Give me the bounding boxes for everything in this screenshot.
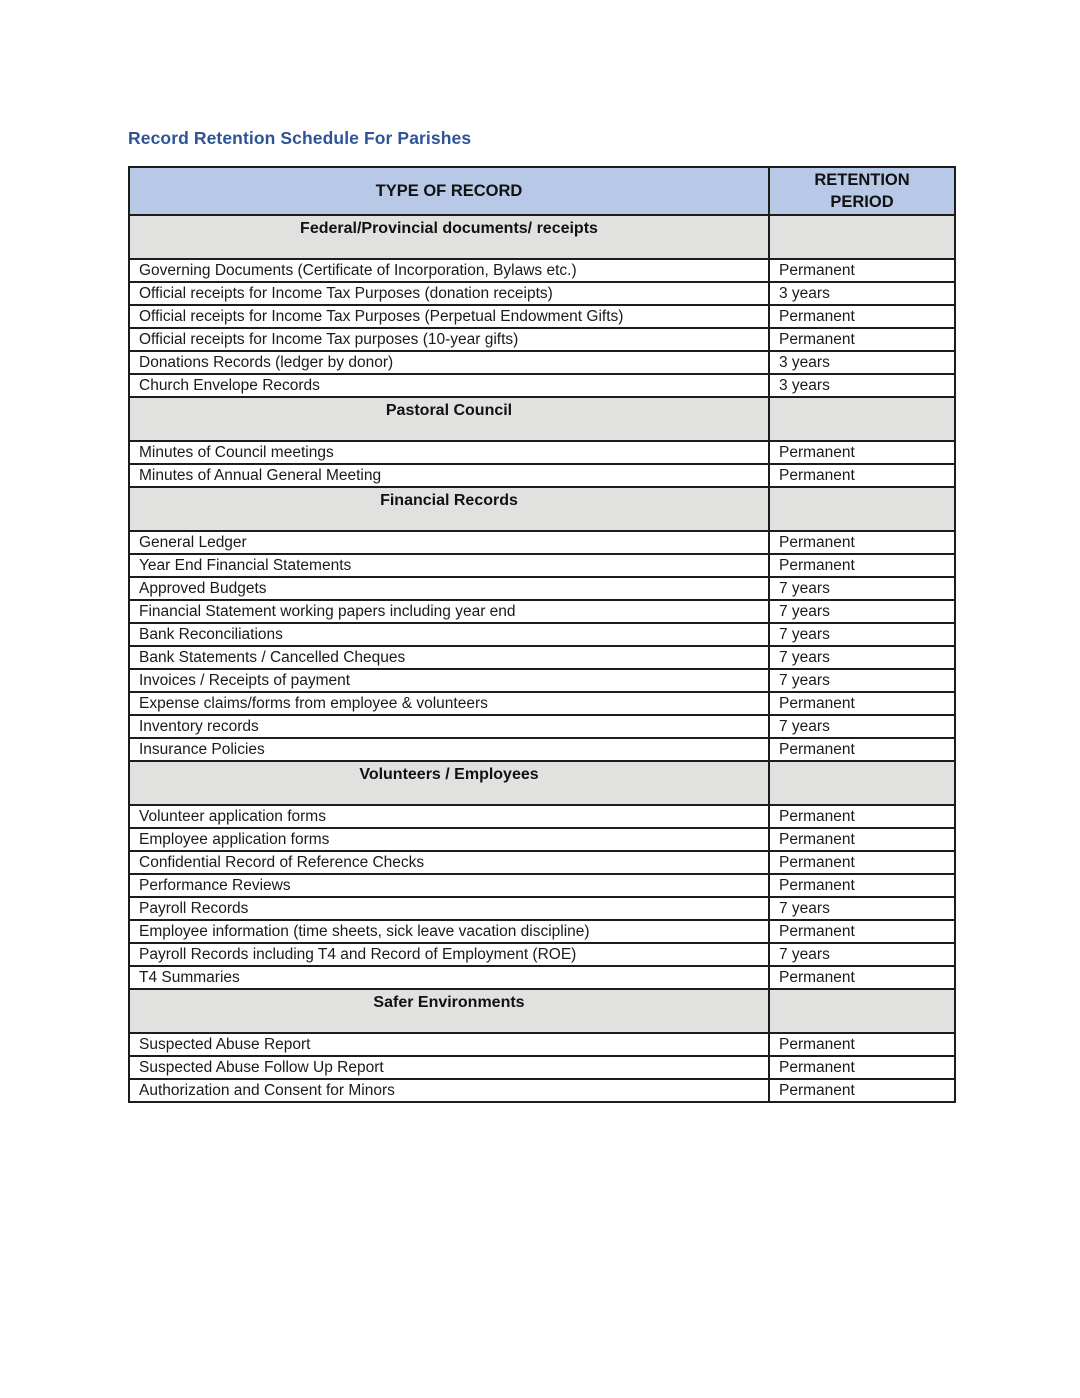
table-row [129,554,955,577]
record-type-cell: Official receipts for Income Tax purposes (10-year gifts) [129,328,769,351]
retention-period-cell: Permanent [769,1079,955,1102]
section-row [129,215,955,259]
retention-period-cell: 7 years [769,623,955,646]
record-type-cell: Payroll Records including T4 and Record of Employment (ROE) [129,943,769,966]
retention-period-cell: 7 years [769,577,955,600]
record-type-cell: Expense claims/forms from employee & volunteers [129,692,769,715]
retention-period-cell: 7 years [769,600,955,623]
record-type-cell: Employee application forms [129,828,769,851]
table-row [129,259,955,282]
section-empty-cell [769,989,955,1033]
table-row [129,920,955,943]
retention-period-cell: 3 years [769,282,955,305]
retention-period-cell: Permanent [769,305,955,328]
retention-period-cell: Permanent [769,966,955,989]
record-type-cell: Minutes of Annual General Meeting [129,464,769,487]
record-type-cell: Performance Reviews [129,874,769,897]
retention-period-cell: Permanent [769,874,955,897]
document-page [128,128,956,1103]
section-label: Federal/Provincial documents/ receipts [129,215,769,259]
section-row [129,397,955,441]
record-type-cell: Bank Statements / Cancelled Cheques [129,646,769,669]
table-row [129,577,955,600]
retention-period-cell: Permanent [769,328,955,351]
record-type-cell: Donations Records (ledger by donor) [129,351,769,374]
table-row [129,328,955,351]
table-row [129,828,955,851]
table-row [129,897,955,920]
record-type-cell: Volunteer application forms [129,805,769,828]
table-row [129,738,955,761]
retention-period-cell: Permanent [769,441,955,464]
record-type-cell: Church Envelope Records [129,374,769,397]
retention-period-cell: 7 years [769,943,955,966]
table-row [129,851,955,874]
table-row [129,351,955,374]
column-header-retention-period [769,167,955,215]
table-row [129,1079,955,1102]
table-row [129,669,955,692]
column-header-retention-period-label: RETENTION PERIOD [814,171,910,211]
section-label: Volunteers / Employees [129,761,769,805]
table-header-row [129,167,955,215]
record-type-cell: Bank Reconciliations [129,623,769,646]
section-label: Safer Environments [129,989,769,1033]
retention-period-cell: 7 years [769,646,955,669]
record-type-cell: Official receipts for Income Tax Purposes (donation receipts) [129,282,769,305]
retention-period-cell: Permanent [769,738,955,761]
record-type-cell: Inventory records [129,715,769,738]
retention-period-cell: Permanent [769,920,955,943]
retention-period-cell: Permanent [769,464,955,487]
table-row [129,531,955,554]
record-type-cell: Payroll Records [129,897,769,920]
retention-period-cell: 3 years [769,351,955,374]
retention-period-cell: 3 years [769,374,955,397]
table-row [129,874,955,897]
record-type-cell: Invoices / Receipts of payment [129,669,769,692]
table-row [129,646,955,669]
table-row [129,305,955,328]
record-type-cell: Governing Documents (Certificate of Incorporation, Bylaws etc.) [129,259,769,282]
retention-period-cell: Permanent [769,531,955,554]
retention-period-cell: Permanent [769,554,955,577]
record-retention-table [128,166,956,1103]
table-row [129,1033,955,1056]
record-type-cell: Employee information (time sheets, sick leave vacation discipline) [129,920,769,943]
record-type-cell: Insurance Policies [129,738,769,761]
page-title: Record Retention Schedule For Parishes [128,128,472,148]
record-type-cell: Minutes of Council meetings [129,441,769,464]
retention-period-cell: 7 years [769,897,955,920]
section-empty-cell [769,487,955,531]
section-empty-cell [769,397,955,441]
record-type-cell: General Ledger [129,531,769,554]
section-empty-cell [769,215,955,259]
record-type-cell: Suspected Abuse Follow Up Report [129,1056,769,1079]
table-row [129,805,955,828]
record-type-cell: Suspected Abuse Report [129,1033,769,1056]
record-type-cell: T4 Summaries [129,966,769,989]
section-row [129,487,955,531]
retention-period-cell: Permanent [769,828,955,851]
record-type-cell: Year End Financial Statements [129,554,769,577]
retention-period-cell: Permanent [769,1056,955,1079]
table-row [129,282,955,305]
table-row [129,464,955,487]
section-row [129,761,955,805]
record-type-cell: Approved Budgets [129,577,769,600]
table-row [129,966,955,989]
record-type-cell: Authorization and Consent for Minors [129,1079,769,1102]
section-empty-cell [769,761,955,805]
retention-period-cell: Permanent [769,1033,955,1056]
retention-period-cell: 7 years [769,715,955,738]
retention-period-cell: Permanent [769,692,955,715]
table-row [129,943,955,966]
record-type-cell: Confidential Record of Reference Checks [129,851,769,874]
table-row [129,374,955,397]
section-row [129,989,955,1033]
retention-period-cell: Permanent [769,851,955,874]
table-row [129,623,955,646]
section-label: Financial Records [129,487,769,531]
retention-period-cell: Permanent [769,805,955,828]
table-row [129,441,955,464]
retention-period-cell: 7 years [769,669,955,692]
table-row [129,1056,955,1079]
record-type-cell: Financial Statement working papers including year end [129,600,769,623]
retention-period-cell: Permanent [769,259,955,282]
table-row [129,600,955,623]
table-row [129,715,955,738]
table-row [129,692,955,715]
column-header-type-of-record: TYPE OF RECORD [129,167,769,215]
record-type-cell: Official receipts for Income Tax Purposes (Perpetual Endowment Gifts) [129,305,769,328]
section-label: Pastoral Council [129,397,769,441]
table-body [129,215,955,1102]
